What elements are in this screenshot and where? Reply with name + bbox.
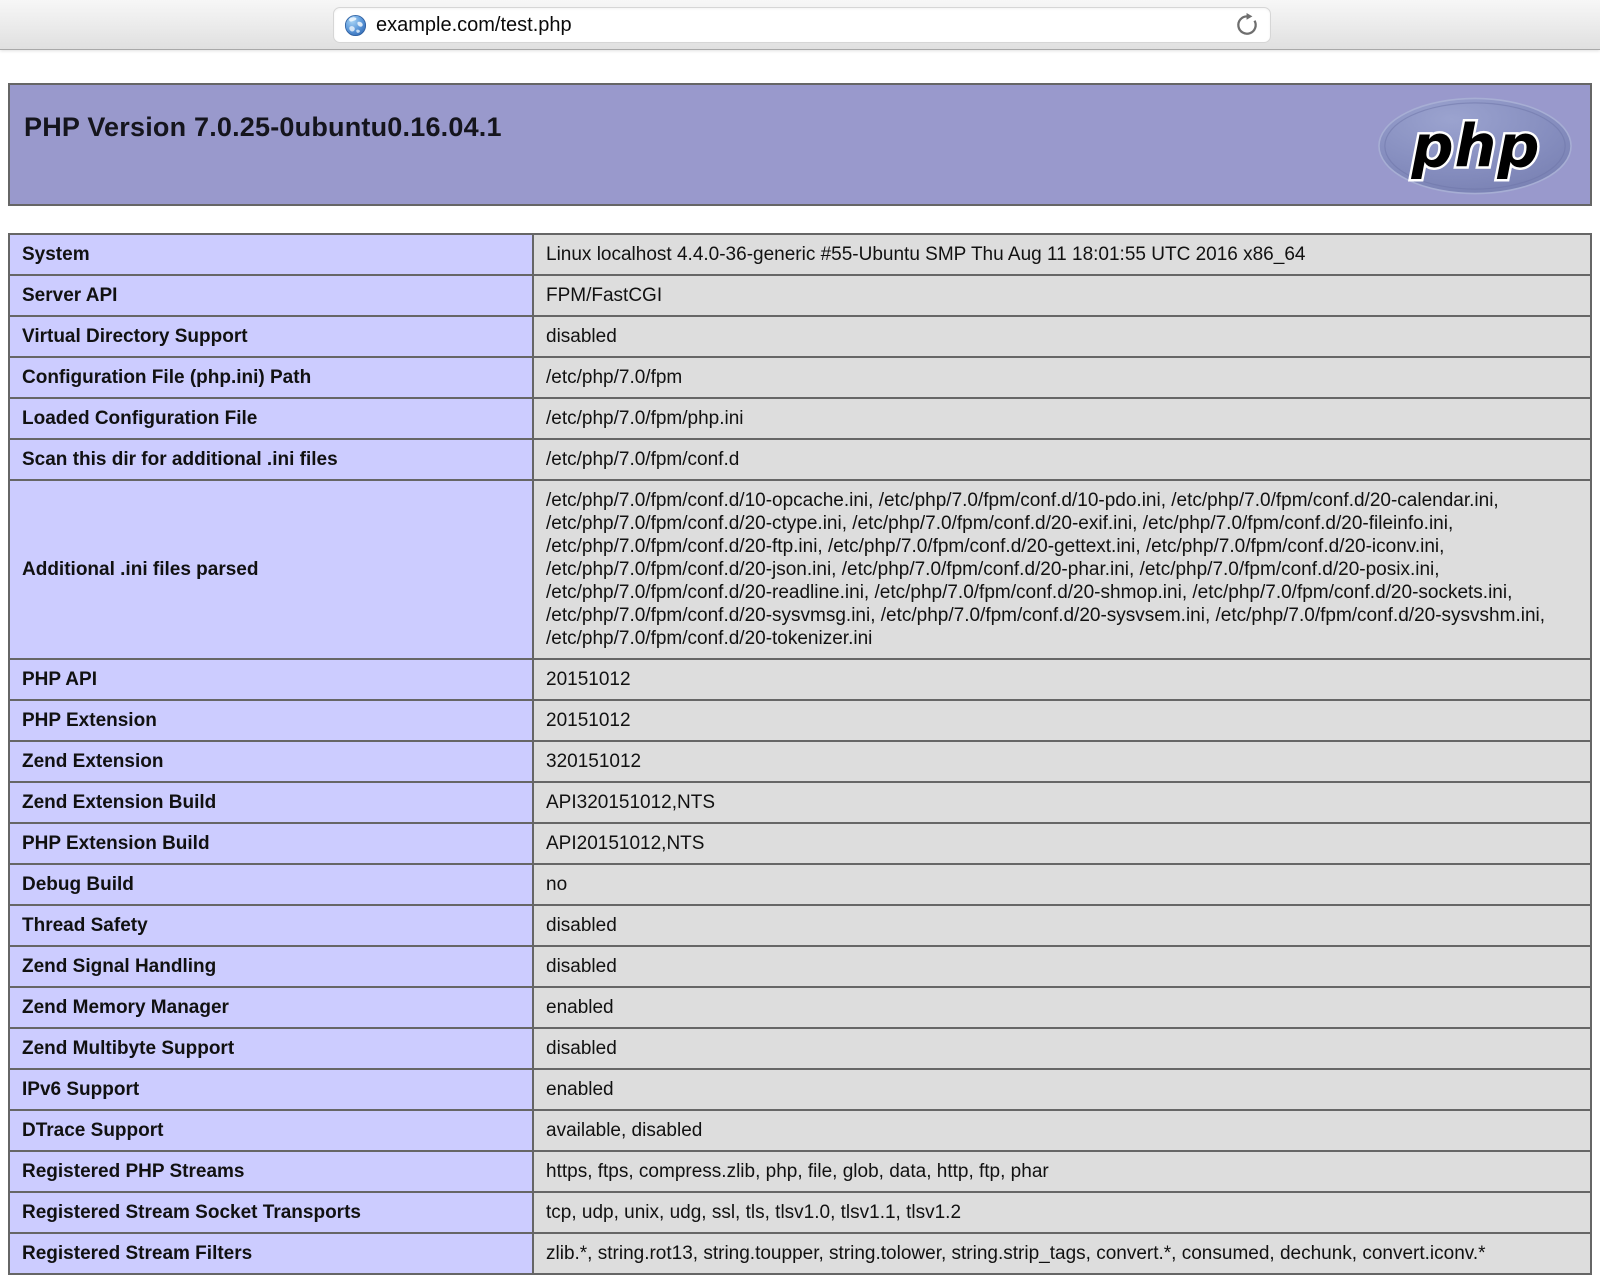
row-label: Debug Build [9, 864, 533, 905]
table-row [9, 275, 1591, 316]
php-info-table-body [9, 234, 1591, 1274]
row-label: IPv6 Support [9, 1069, 533, 1110]
row-label: Additional .ini files parsed [9, 480, 533, 659]
php-logo-text: php [1411, 111, 1541, 181]
table-row [9, 1233, 1591, 1274]
table-row [9, 782, 1591, 823]
row-value: disabled [533, 905, 1591, 946]
row-label: Registered PHP Streams [9, 1151, 533, 1192]
table-row [9, 1028, 1591, 1069]
globe-icon [344, 14, 367, 37]
row-value: 20151012 [533, 700, 1591, 741]
row-label: Server API [9, 275, 533, 316]
row-label: Virtual Directory Support [9, 316, 533, 357]
row-value: disabled [533, 316, 1591, 357]
table-row [9, 864, 1591, 905]
row-label: Scan this dir for additional .ini files [9, 439, 533, 480]
row-value: 320151012 [533, 741, 1591, 782]
row-label: Registered Stream Filters [9, 1233, 533, 1274]
table-row [9, 357, 1591, 398]
row-value: FPM/FastCGI [533, 275, 1591, 316]
table-row [9, 700, 1591, 741]
row-value: https, ftps, compress.zlib, php, file, glob, data, http, ftp, phar [533, 1151, 1591, 1192]
row-value: /etc/php/7.0/fpm/conf.d [533, 439, 1591, 480]
url-text: example.com/test.php [376, 13, 572, 36]
row-value: enabled [533, 1069, 1591, 1110]
row-label: PHP Extension Build [9, 823, 533, 864]
row-value: enabled [533, 987, 1591, 1028]
address-bar[interactable] [333, 7, 1271, 43]
row-value: available, disabled [533, 1110, 1591, 1151]
row-label: Registered Stream Socket Transports [9, 1192, 533, 1233]
row-label: Zend Multibyte Support [9, 1028, 533, 1069]
table-row [9, 480, 1591, 659]
row-value: disabled [533, 946, 1591, 987]
table-row [9, 1110, 1591, 1151]
row-value: API20151012,NTS [533, 823, 1591, 864]
row-value: /etc/php/7.0/fpm/php.ini [533, 398, 1591, 439]
table-row [9, 659, 1591, 700]
php-info-table [8, 233, 1592, 1275]
row-label: Configuration File (php.ini) Path [9, 357, 533, 398]
row-label: PHP Extension [9, 700, 533, 741]
row-value: API320151012,NTS [533, 782, 1591, 823]
browser-toolbar [0, 0, 1600, 50]
row-label: System [9, 234, 533, 275]
table-row [9, 1192, 1591, 1233]
row-value: zlib.*, string.rot13, string.toupper, string.tolower, string.strip_tags, convert.*, consumed, dechunk, convert.iconv.* [533, 1233, 1591, 1274]
row-label: DTrace Support [9, 1110, 533, 1151]
row-value: no [533, 864, 1591, 905]
row-label: Thread Safety [9, 905, 533, 946]
row-value: Linux localhost 4.4.0-36-generic #55-Ubuntu SMP Thu Aug 11 18:01:55 UTC 2016 x86_64 [533, 234, 1591, 275]
page-title: PHP Version 7.0.25-0ubuntu0.16.04.1 [24, 112, 502, 142]
table-row [9, 398, 1591, 439]
table-row [9, 987, 1591, 1028]
table-row [9, 741, 1591, 782]
row-value: tcp, udp, unix, udg, ssl, tls, tlsv1.0, tlsv1.1, tlsv1.2 [533, 1192, 1591, 1233]
page-content [0, 50, 1600, 1275]
table-row [9, 946, 1591, 987]
reload-icon[interactable] [1234, 12, 1260, 38]
row-label: PHP API [9, 659, 533, 700]
table-row [9, 1151, 1591, 1192]
php-logo-icon [1376, 97, 1574, 195]
table-row [9, 316, 1591, 357]
row-label: Zend Extension Build [9, 782, 533, 823]
row-value: /etc/php/7.0/fpm [533, 357, 1591, 398]
table-row [9, 905, 1591, 946]
row-label: Zend Extension [9, 741, 533, 782]
row-value: 20151012 [533, 659, 1591, 700]
row-value: /etc/php/7.0/fpm/conf.d/10-opcache.ini, /etc/php/7.0/fpm/conf.d/10-pdo.ini, /etc/php/7.0/fpm/conf.d/20-calendar.ini, /etc/php/7.0/fpm/conf.d/20-ctype.ini, /etc/php/7.0/fpm/conf.d/20-exif.ini, /etc/php/7.0/fpm/conf.d/20-fileinfo.ini, /etc/php/7.0/fpm/conf.d/20-ftp.ini, /etc/php/7.0/fpm/conf.d/20-gettext.ini, /etc/php/7.0/fpm/conf.d/20-iconv.ini, /etc/php/7.0/fpm/conf.d/20-json.ini, /etc/php/7.0/fpm/conf.d/20-phar.ini, /etc/php/7.0/fpm/conf.d/20-posix.ini, /etc/php/7.0/fpm/conf.d/20-readline.ini, /etc/php/7.0/fpm/conf.d/20-shmop.ini, /etc/php/7.0/fpm/conf.d/20-sockets.ini, /etc/php/7.0/fpm/conf.d/20-sysvmsg.ini, /etc/php/7.0/fpm/conf.d/20-sysvsem.ini, /etc/php/7.0/fpm/conf.d/20-sysvshm.ini, /etc/php/7.0/fpm/conf.d/20-tokenizer.ini [533, 480, 1591, 659]
table-row [9, 823, 1591, 864]
row-label: Zend Signal Handling [9, 946, 533, 987]
row-label: Loaded Configuration File [9, 398, 533, 439]
row-value: disabled [533, 1028, 1591, 1069]
row-label: Zend Memory Manager [9, 987, 533, 1028]
table-row [9, 1069, 1591, 1110]
php-version-header [8, 83, 1592, 206]
table-row [9, 234, 1591, 275]
table-row [9, 439, 1591, 480]
